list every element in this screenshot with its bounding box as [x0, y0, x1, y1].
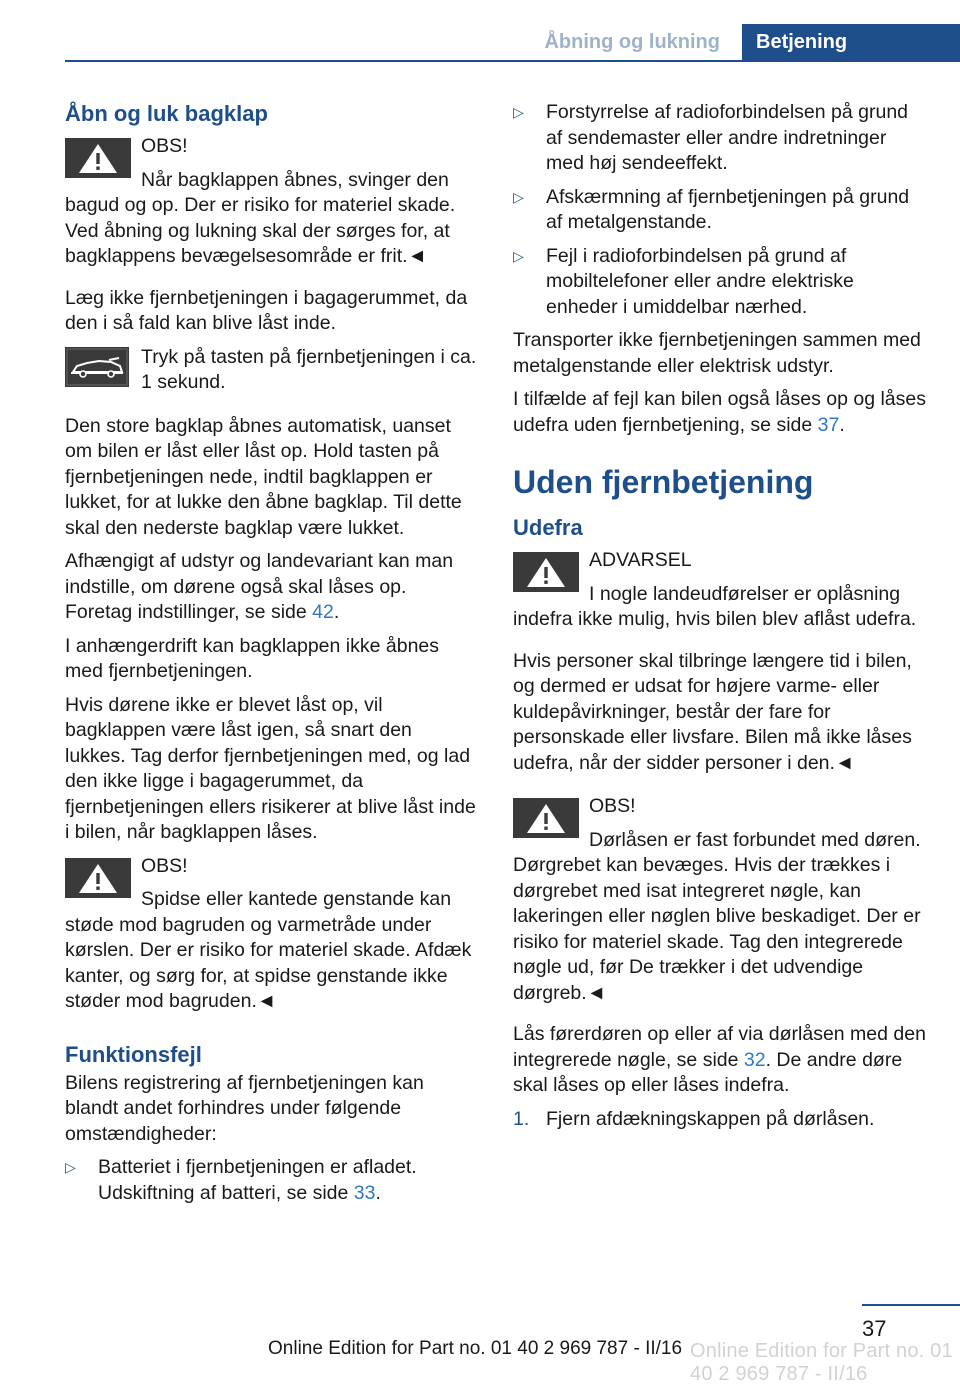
caution-note-2 — [65, 854, 477, 1023]
paragraph-with-reference: Lås førerdøren op eller af via dørlåsen med den integrerede nøgle, se side 32. De andre døre skal låses op eller låses indefra. — [513, 1023, 926, 1096]
section-heading-without-remote: Uden fjernbetjening — [513, 464, 814, 500]
key-instruction-text: Tryk på tasten på fjernbetjeningen i ca. 1 sekund. — [141, 345, 477, 393]
caution-note-3 — [513, 794, 928, 1014]
warning-note — [513, 548, 928, 641]
step-number: 1. — [513, 1107, 530, 1130]
paragraph: I anhængerdrift kan bagklappen ikke åbnes med fjernbetjeningen. — [65, 634, 440, 682]
warning-triangle-icon — [513, 798, 579, 838]
remote-key-instruction — [65, 345, 477, 404]
paragraph-with-reference: Afhængigt af udstyr og landevariant kan man indstille, om dørene også skal låses op. Foretag indstillinger, se side 42. — [65, 550, 454, 623]
footer-divider — [862, 1304, 960, 1306]
list-item: ▷ Batteriet i fjernbetjeningen er afladet. Udskiftning af batteri, se side 33. — [65, 1155, 477, 1206]
tailgate-key-icon — [65, 347, 129, 387]
section-tab[interactable]: Åbning og lukning — [544, 31, 720, 53]
warning-text: I nogle landeudførelser er oplåsning indefra ikke mulig, hvis bilen blev aflåst udefra. — [513, 582, 917, 630]
caution-title: OBS! — [141, 854, 188, 877]
caution-title: OBS! — [589, 795, 636, 817]
header-tabs — [534, 24, 960, 61]
edition-line: Online Edition for Part no. 01 40 2 969 787 - II/16 — [268, 1338, 683, 1359]
page-link-33[interactable]: 33 — [353, 1181, 376, 1204]
paragraph-with-reference: I tilfælde af fejl kan bilen også låses op og låses udefra uden fjernbetjening, se side 37. — [513, 388, 926, 436]
step-item: 1. Fjern afdækningskappen på dørlåsen. — [513, 1107, 928, 1133]
caution-title: OBS! — [141, 135, 188, 157]
warning-triangle-icon — [65, 138, 131, 178]
caution-text: Når bagklappen åbnes, svinger den bagud og op. Der er risiko for materiel skade. Ved åbning og lukning skal der sørges for, at bagklappens bevægelsesområde er frit.◄ — [65, 168, 456, 267]
right-column — [513, 100, 928, 1132]
watermark: Online Edition for Part no. 01 40 2 969 787 - II/16 — [690, 1340, 953, 1385]
list-item: ▷ Forstyrrelse af radioforbindelsen på grund af sendemaster eller andre indretninger med høj sendeeffekt. — [513, 100, 928, 177]
malfunction-list-continued — [513, 100, 928, 320]
paragraph: Den store bagklap åbnes automatisk, uanset om bilen er låst eller låst op. Hold tasten på fjernbetjeningen nede, indtil bagklappen er lukket, for at lukke den åbne bagklap. Til dette skal den nederste bagklap være lukket. — [65, 414, 462, 539]
paragraph: Hvis personer skal tilbringe længere tid i bilen, og dermed er udsat for højere varme- eller kuldepåvirkninger, består der fare for personskade eller livsfare. Bilen må ikke låses udefra, når der sidder personer i den.◄ — [513, 649, 912, 774]
caution-text: Spidse eller kantede genstande kan støde mod bagruden og varmetråde under kørslen. Der er risiko for materiel skade. Afdæk kanter, og sørg for, at spidse genstande ikke støder mod bagruden.◄ — [65, 888, 472, 1012]
paragraph: Læg ikke fjernbetjeningen i bagagerummet, da den i så fald kan blive låst inde. — [65, 286, 468, 334]
warning-title: ADVARSEL — [589, 549, 692, 571]
left-column — [65, 100, 477, 1214]
page-link-37[interactable]: 37 — [817, 413, 840, 436]
list-item: ▷ Afskærmning af fjernbetjeningen på grund af metalgenstande. — [513, 185, 928, 236]
warning-triangle-icon — [65, 858, 131, 898]
steps-list — [513, 1107, 928, 1133]
malfunction-list — [65, 1155, 477, 1206]
section-heading-tailgate: Åbn og luk bagklap — [65, 101, 268, 126]
page-link-32[interactable]: 32 — [743, 1048, 766, 1071]
subheading-malfunction: Funktionsfejl — [65, 1041, 202, 1067]
paragraph: Transporter ikke fjernbetjeningen sammen med metalgenstande eller elektrisk udstyr. — [513, 329, 921, 377]
header-divider — [65, 60, 960, 62]
paragraph: Hvis dørene ikke er blevet låst op, vil bagklappen være låst igen, så snart den lukkes. Tag derfor fjernbetjeningen med, og lad den ikke ligge i bagagerummet, da fjernbetjeningen ellers risikerer at blive låst inde i bilen, når bagklappen låses. — [65, 693, 476, 843]
subheading-from-outside: Udefra — [513, 515, 583, 540]
page-link-42[interactable]: 42 — [312, 601, 334, 623]
chapter-tab[interactable]: Betjening — [742, 24, 960, 61]
warning-triangle-icon — [513, 552, 579, 592]
caution-note-1 — [65, 134, 477, 278]
paragraph: Bilens registrering af fjernbetjeningen kan blandt andet forhindres under følgende omstændigheder: — [65, 1071, 424, 1145]
page-number: 37 — [862, 1316, 887, 1341]
caution-text: Dørlåsen er fast forbundet med døren. Dørgrebet kan bevæges. Hvis der trækkes i dørgrebet med isat integreret nøgle, kan lakeringen eller nøglen blive beskadiget. Der er risiko for materiel skade. Tag den integrerede nøgle ud, før De trækker i det udvendige dørgreb.◄ — [513, 828, 921, 1004]
list-item: ▷ Fejl i radioforbindelsen på grund af mobiltelefoner eller andre elektriske enheder i umiddelbar nærhed. — [513, 244, 928, 321]
